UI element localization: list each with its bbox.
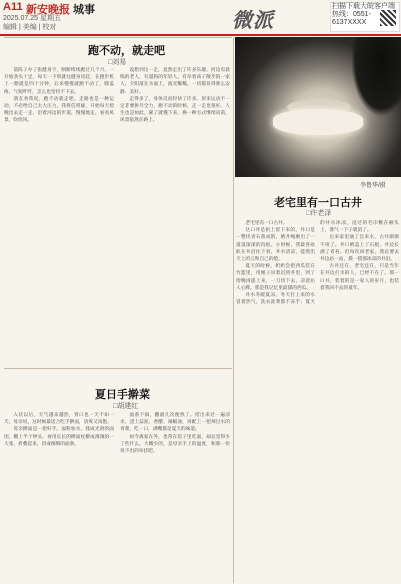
qr-code-icon[interactable]	[380, 10, 396, 26]
paragraph: 古井还在，老宅还在，只是当年在井边打水的人，已经不在了。那一口井，装着的是一家人的岁月，也装着我回不去的童年。	[320, 264, 399, 291]
section-name: 城事	[73, 3, 95, 16]
paragraph: 前阵子办了张健身卡，断断续续跑过几个月。一开始劲头十足，每天一下班就往健身房赶，在跑步机上一跑就是四十分钟，后来慢慢就跑不动了，膝盖疼，气喘吁吁，怎么也坚持不下去。	[4, 68, 114, 95]
divider	[4, 37, 232, 38]
paragraph: 面条下锅，翻滚几次便熟了。捞出来过一遍凉水，浇上蒜泥、香醋、辣椒油，再配上一把焯过水的青菜，吃一口，满嘴都是夏天的味道。	[120, 413, 230, 433]
tree-silhouette	[351, 37, 401, 117]
lit-building	[273, 109, 363, 135]
paragraph: 入伏以后，天气越来越热，胃口也一天不如一天。母亲说，这时候最适合吃手擀面，清爽又顶饱。	[4, 413, 114, 426]
article-author: □胡建红	[113, 403, 139, 410]
article-body	[4, 412, 230, 582]
article-body	[4, 67, 230, 367]
paragraph: 夏天的时候，奶奶会把西瓜装在竹篮里，用绳子吊着沉到井里，到了傍晚再提上来，一刀切下去，凉意沁人心脾。那是我记忆里最甜的西瓜。	[236, 264, 315, 291]
qr-promo-text: 扫描下载大皖客户端 热线：0551-6137XXXX	[332, 3, 395, 26]
paragraph: 井水冬暖夏凉。冬天打上来的水冒着热气，洗衣洗菜都不冻手；夏天的井水冰凉，浸过的毛巾敷在额头上，暑气一下子就消了。	[236, 221, 399, 306]
page-number: A11	[3, 1, 23, 13]
divider	[4, 368, 232, 369]
paragraph: 后来家里通了自来水，古井渐渐不用了。井口被盖上了石板，井边长满了青苔。但每次回老家，我总要去井边站一站，摸一摸那冰凉的井沿。	[320, 235, 399, 263]
paragraph: 如今离家在外，也常在馆子里吃面，却总觉得少了些什么。大概少的，是母亲手上的温度，和那一份说不出的牵挂吧。	[120, 434, 230, 455]
newspaper-name: 新安晚报	[26, 3, 70, 16]
article-title[interactable]: 老宅里有一口古井	[274, 196, 362, 209]
article-author: □刘易	[108, 59, 127, 66]
paragraph: 走得多了，身体反而轻快了许多。原来运动不一定非要拼尽全力，跑不动的时候，走一走也很好。人生也是如此，累了就慢下来，换一种方式继续向前，风景依然在路上。	[120, 96, 230, 124]
paragraph: 朋友劝我说，跑不动就走吧。走路也是一种运动，不必给自己太大压力。我将信将疑，开始每天傍晚出去走一走，沿着河边的步道，慢慢地走，看看风景，吹吹风。	[4, 96, 114, 124]
article-body	[236, 220, 399, 580]
paragraph: 这口井是祖上留下来的，井口是一整块青石凿成的，被井绳磨出了一道道深深的沟痕。小时候，我最喜欢趴在井沿往下看，井水清凉，能照出天上的云和自己的脸。	[236, 228, 315, 263]
column-divider	[233, 37, 234, 583]
editor-credits: 编辑 | 美编 | 校对	[3, 24, 57, 31]
article-title[interactable]: 跑不动，就走吧	[88, 44, 165, 57]
photo-credit: 李鲁华/摄	[360, 183, 386, 189]
night-building-photo	[235, 37, 401, 177]
article-title[interactable]: 夏日手擀菜	[95, 388, 150, 401]
article-author: □许老泽	[306, 210, 332, 217]
paragraph: 母亲擀面是一把好手。面粉加水，揉成光滑的面团，醒上半个钟头，再用长长的擀面杖擀成薄薄的一大张，折叠起来，切成细细的面条。	[4, 427, 114, 447]
paragraph: 老宅里有一口古井。	[245, 221, 288, 226]
column-title: 微派	[232, 8, 274, 32]
paragraph: 没想到这一走，竟然走出了许多乐趣。河边有晨练的老人，有遛狗的年轻人，有牵着孩子散步的一家人。夕阳落在水面上，波光粼粼，一切都显得那么安静、美好。	[120, 68, 230, 95]
issue-date: 2025.07.25 星期五	[3, 15, 61, 22]
